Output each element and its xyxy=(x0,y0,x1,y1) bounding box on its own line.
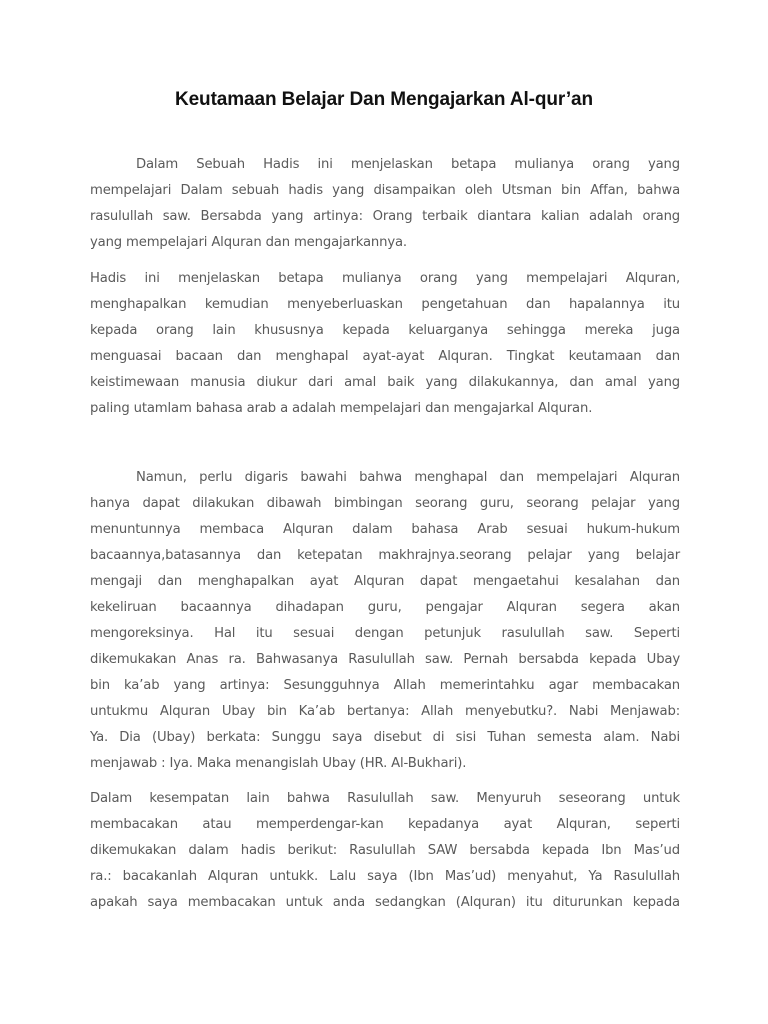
text-line: Hadis ini menjelaskan betapa mulianya orang yang mempelajari Alquran, xyxy=(90,271,680,286)
text-line: bin ka’ab yang artinya: Sesungguhnya Allah memerintahku agar membacakan xyxy=(90,678,680,693)
text-line: apakah saya membacakan untuk anda sedangkan (Alquran) itu diturunkan kepada xyxy=(90,895,680,910)
text-line: kepada orang lain khususnya kepada keluarganya sehingga mereka juga xyxy=(90,323,680,338)
document-title: Keutamaan Belajar Dan Mengajarkan Al-qur’an xyxy=(174,89,594,110)
text-line: mempelajari Dalam sebuah hadis yang disampaikan oleh Utsman bin Affan, bahwa xyxy=(90,183,680,198)
text-line: menjawab : Iya. Maka menangislah Ubay (HR. Al-Bukhari). xyxy=(90,756,467,771)
text-line: dikemukakan Anas ra. Bahwasanya Rasulullah saw. Pernah bersabda kepada Ubay xyxy=(90,652,680,667)
paragraph-3 xyxy=(90,465,680,777)
paragraph-4 xyxy=(90,786,680,916)
text-line: mengoreksinya. Hal itu sesuai dengan petunjuk rasulullah saw. Seperti xyxy=(90,626,680,641)
paragraph-1 xyxy=(90,152,680,256)
text-line: Dalam kesempatan lain bahwa Rasulullah saw. Menyuruh seseorang untuk xyxy=(90,791,680,806)
text-line: membacakan atau memperdengar-kan kepadanya ayat Alquran, seperti xyxy=(90,817,680,832)
paragraph-2 xyxy=(90,266,680,422)
text-line: keistimewaan manusia diukur dari amal baik yang dilakukannya, dan amal yang xyxy=(90,375,680,390)
text-line: hanya dapat dilakukan dibawah bimbingan seorang guru, seorang pelajar yang xyxy=(90,496,680,511)
text-line: menguasai bacaan dan menghapal ayat-ayat Alquran. Tingkat keutamaan dan xyxy=(90,349,680,364)
text-line: dikemukakan dalam hadis berikut: Rasulullah SAW bersabda kepada Ibn Mas’ud xyxy=(90,843,680,858)
text-line: Dalam Sebuah Hadis ini menjelaskan betapa mulianya orang yang xyxy=(136,157,680,172)
text-line: paling utamlam bahasa arab a adalah mempelajari dan mengajarkal Alquran. xyxy=(90,401,593,416)
text-line: rasulullah saw. Bersabda yang artinya: Orang terbaik diantara kalian adalah orang xyxy=(90,209,680,224)
text-line: ra.: bacakanlah Alquran untukk. Lalu saya (Ibn Mas’ud) menyahut, Ya Rasulullah xyxy=(90,869,680,884)
text-line: bacaannya,batasannya dan ketepatan makhrajnya.seorang pelajar yang belajar xyxy=(90,548,680,563)
text-line: yang mempelajari Alquran dan mengajarkannya. xyxy=(90,235,407,250)
text-line: kekeliruan bacaannya dihadapan guru, pengajar Alquran segera akan xyxy=(90,600,680,615)
text-line: menuntunnya membaca Alquran dalam bahasa Arab sesuai hukum-hukum xyxy=(90,522,680,537)
text-line: Namun, perlu digaris bawahi bahwa menghapal dan mempelajari Alquran xyxy=(136,470,680,485)
text-line: mengaji dan menghapalkan ayat Alquran dapat mengaetahui kesalahan dan xyxy=(90,574,680,589)
text-line: menghapalkan kemudian menyeberluaskan pengetahuan dan hapalannya itu xyxy=(90,297,680,312)
text-line: untukmu Alquran Ubay bin Ka’ab bertanya: Allah menyebutku?. Nabi Menjawab: xyxy=(90,704,680,719)
text-line: Ya. Dia (Ubay) berkata: Sunggu saya disebut di sisi Tuhan semesta alam. Nabi xyxy=(90,730,680,745)
